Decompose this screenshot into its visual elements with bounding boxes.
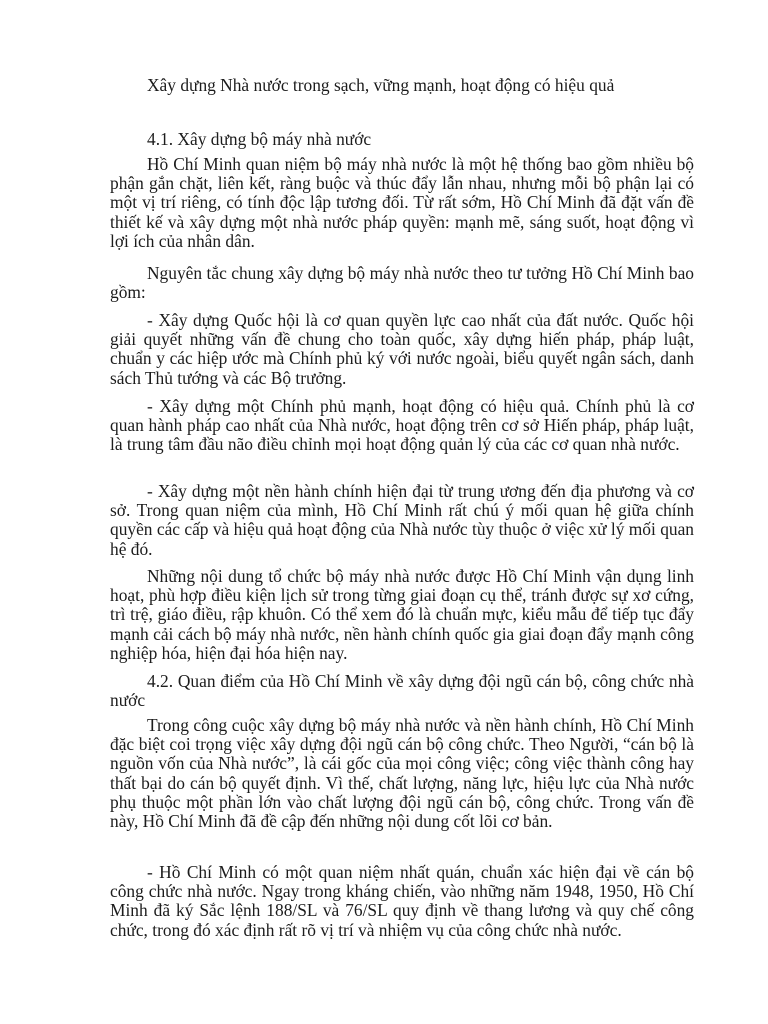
paragraph-cadre-importance: Trong công cuộc xây dựng bộ máy nhà nước và nền hành chính, Hồ Chí Minh đặc biệt coi trọng việc xây dựng đội ngũ cán bộ công chức. Theo Người, “cán bộ là nguồn vốn của Nhà nước”, là cái gốc của mọi công việc; công việc thành công hay thất bại do cán bộ quyết định. Vì thế, chất lượng, năng lực, hiệu lực của Nhà nước phụ thuộc một phần lớn vào chất lượng đội ngũ cán bộ, công chức. Trong vấn đề này, Hồ Chí Minh đã đề cập đến những nội dung cốt lõi cơ bản.: [110, 715, 694, 832]
section-heading-doi-ngu-can-bo: 4.2. Quan điểm của Hồ Chí Minh về xây dựng đội ngũ cán bộ, công chức nhà nước: [110, 671, 694, 711]
paragraph-government: - Xây dựng một Chính phủ mạnh, hoạt động có hiệu quả. Chính phủ là cơ quan hành pháp cao nhất của Nhà nước, hoạt động trên cơ sở Hiến pháp, pháp luật, là trung tâm đầu não điều chỉnh mọi hoạt động quản lý của các cơ quan nhà nước.: [110, 396, 694, 455]
section-heading-bo-may-nha-nuoc: 4.1. Xây dựng bộ máy nhà nước: [147, 129, 372, 149]
paragraph-concept-state-apparatus: Hồ Chí Minh quan niệm bộ máy nhà nước là một hệ thống bao gồm nhiều bộ phận gắn chặt, liên kết, ràng buộc và thúc đẩy lẫn nhau, nhưng mỗi bộ phận lại có một vị trí riêng, có tính độc lập tương đối. Từ rất sớm, Hồ Chí Minh đã đặt vấn đề thiết kế và xây dựng một nhà nước pháp quyền: mạnh mẽ, sáng suốt, hoạt động vì lợi ích của nhân dân.: [110, 154, 694, 251]
paragraph-consistent-concept: - Hồ Chí Minh có một quan niệm nhất quán, chuẩn xác hiện đại về cán bộ công chức nhà nước. Ngay trong kháng chiến, vào những năm 1948, 1950, Hồ Chí Minh đã ký Sắc lệnh 188/SL và 76/SL quy định về thang lương và quy chế công chức, trong đó xác định rất rõ vị trí và nhiệm vụ của công chức nhà nước.: [110, 862, 694, 940]
document-title: Xây dựng Nhà nước trong sạch, vững mạnh, hoạt động có hiệu quả: [147, 75, 615, 95]
paragraph-modern-administration: - Xây dựng một nền hành chính hiện đại từ trung ương đến địa phương và cơ sở. Trong quan niệm của mình, Hồ Chí Minh rất chú ý mối quan hệ giữa chính quyền các cấp và hiệu quả hoạt động của Nhà nước tùy thuộc ở việc xử lý mối quan hệ đó.: [110, 481, 694, 559]
paragraph-flexible-application: Những nội dung tổ chức bộ máy nhà nước được Hồ Chí Minh vận dụng linh hoạt, phù hợp điều kiện lịch sử trong từng giai đoạn cụ thể, tránh được sự xơ cứng, trì trệ, giáo điều, rập khuôn. Có thể xem đó là chuẩn mực, kiểu mẫu để tiếp tục đẩy mạnh cải cách bộ máy nhà nước, nền hành chính quốc gia giai đoạn đẩy mạnh công nghiệp hóa, hiện đại hóa hiện nay.: [110, 566, 694, 663]
paragraph-general-principles: Nguyên tắc chung xây dựng bộ máy nhà nước theo tư tưởng Hồ Chí Minh bao gồm:: [110, 263, 694, 303]
paragraph-national-assembly: - Xây dựng Quốc hội là cơ quan quyền lực cao nhất của đất nước. Quốc hội giải quyết những vấn đề chung cho toàn quốc, xây dựng hiến pháp, pháp luật, chuẩn y các hiệp ước mà Chính phủ ký với nước ngoài, biểu quyết ngân sách, danh sách Thủ tướng và các Bộ trưởng.: [110, 310, 694, 388]
